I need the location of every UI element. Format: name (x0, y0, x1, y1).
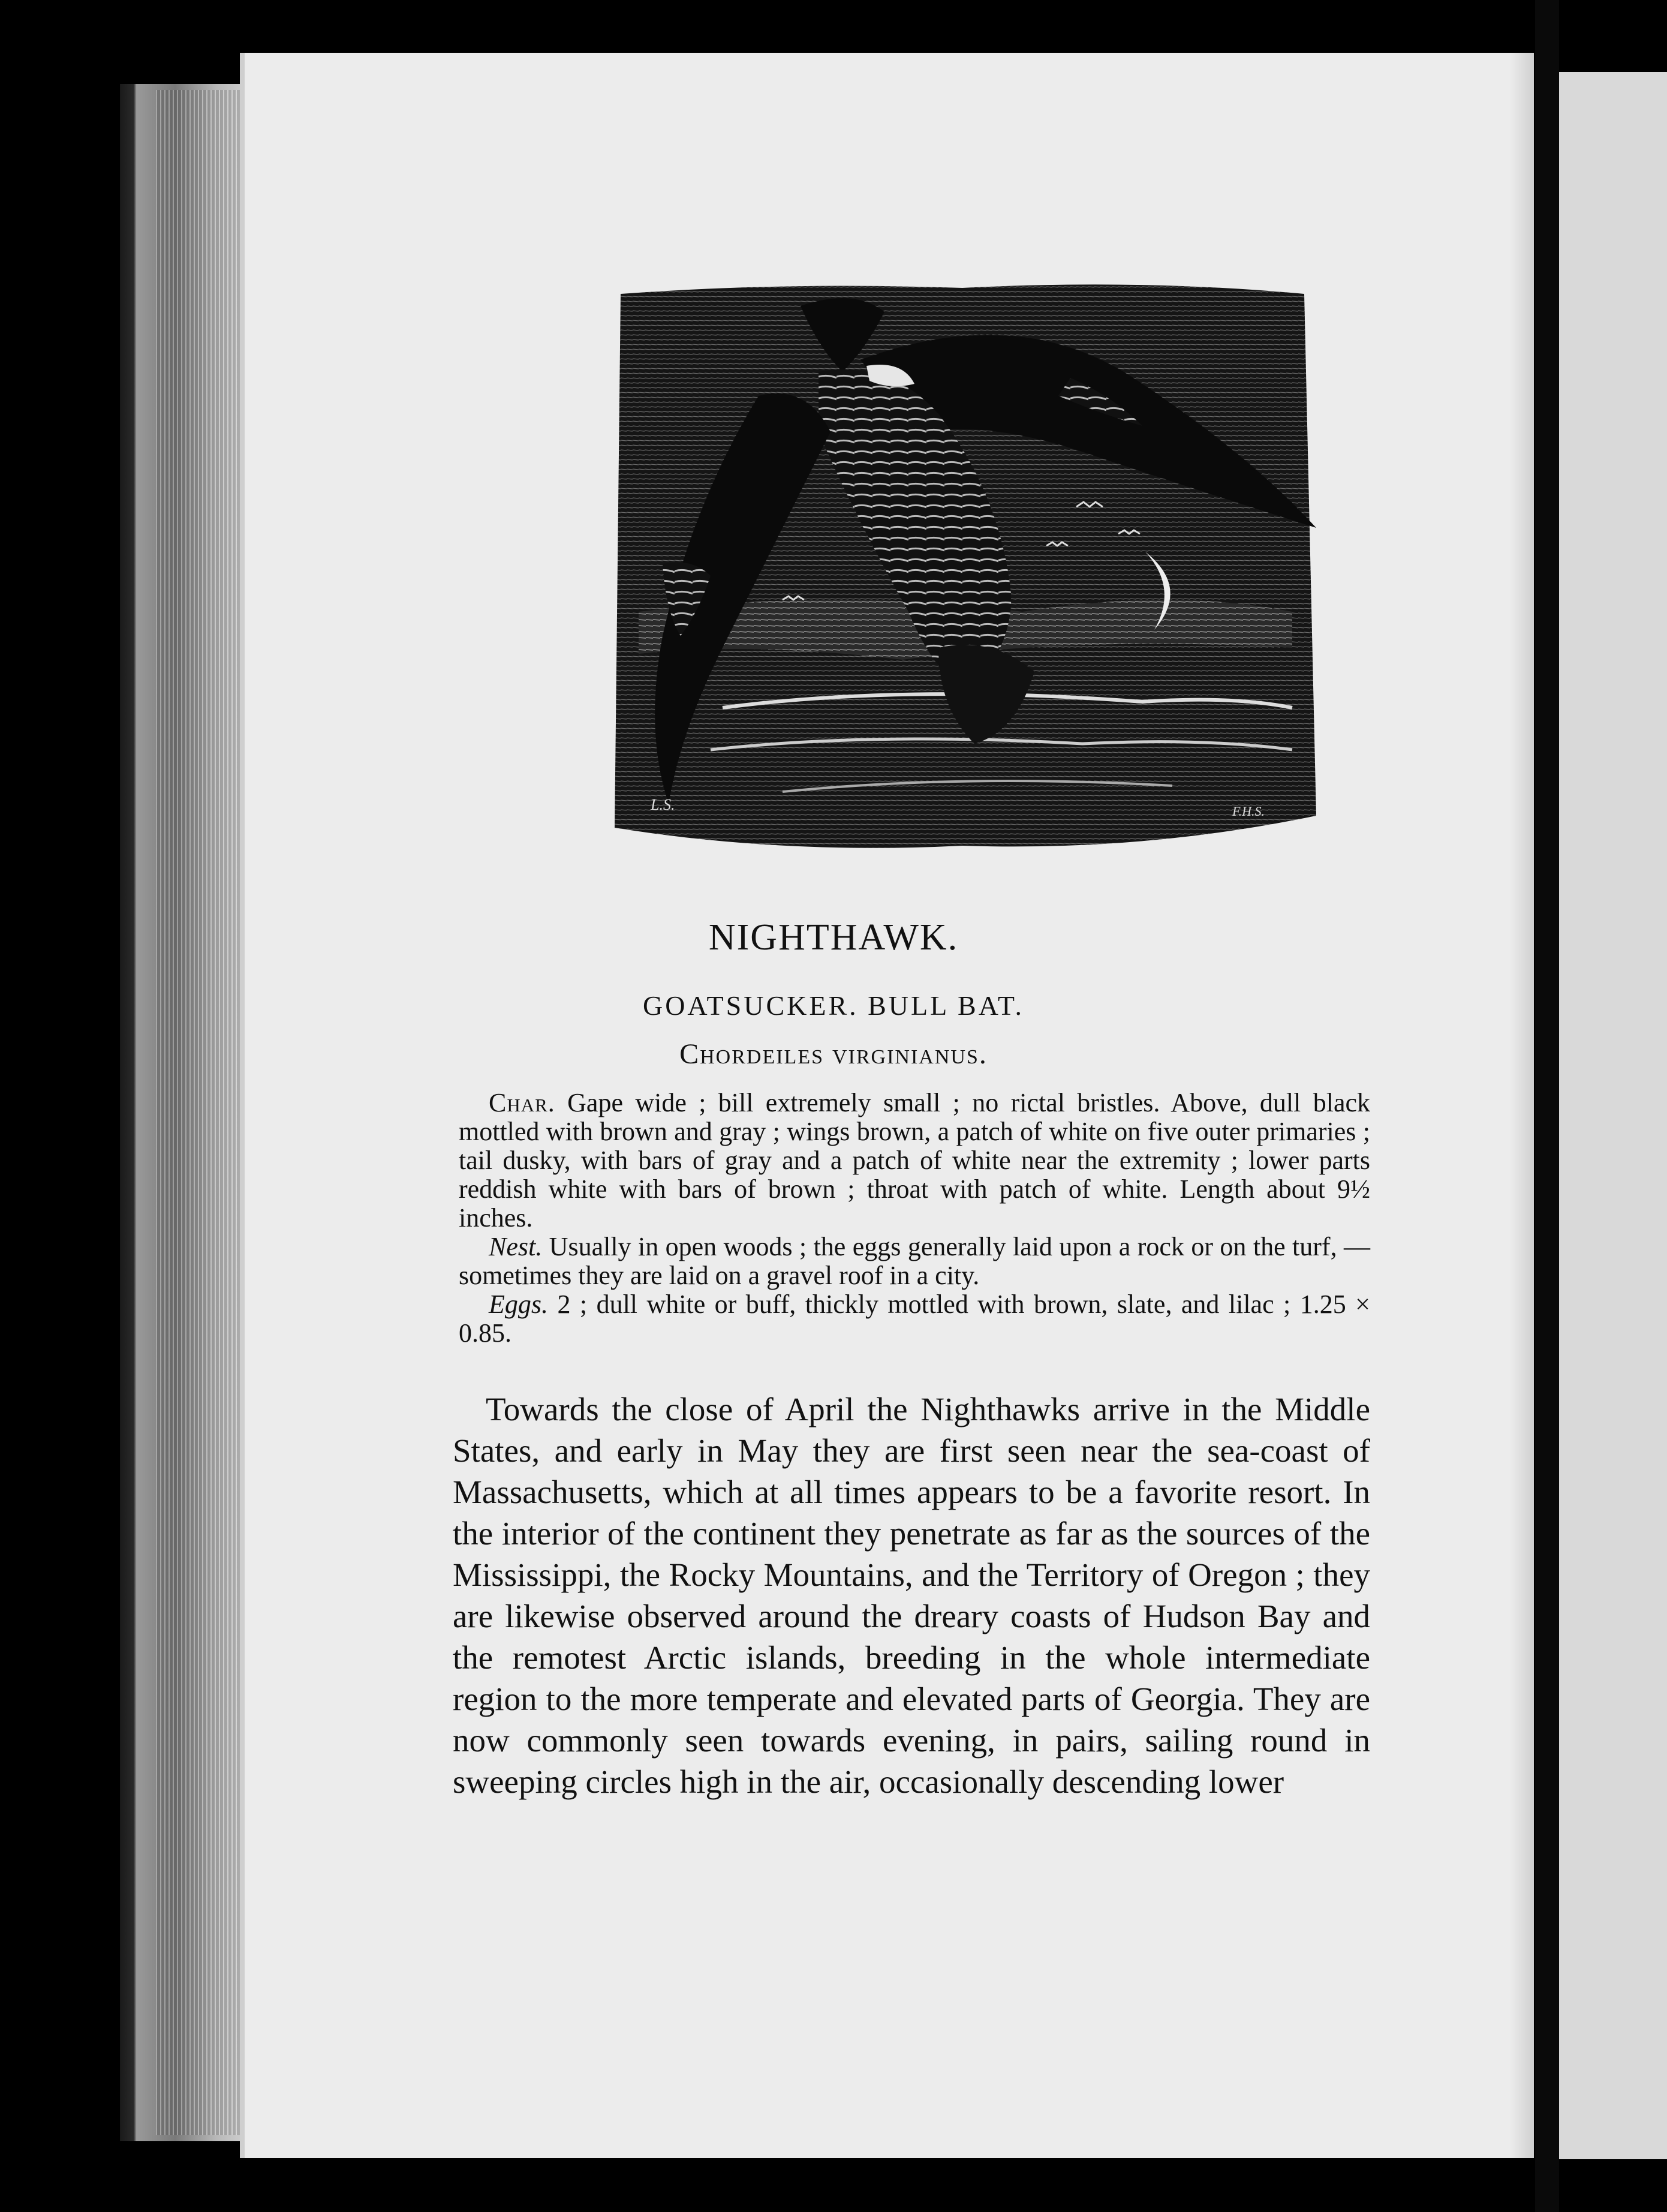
species-description (459, 1089, 1370, 1348)
common-names: GOATSUCKER. BULL BAT. (642, 990, 1025, 1021)
body-paragraph: Towards the close of April the Nighthawks arrive in the Middle States, and early in May they are first seen near the sea-coast of Massachusetts, which at all times appears to be a favorite resort. In the interior of the continent they penetrate as far as the sources of the Mississippi, the Rocky Mountains, and the Territory of Oregon ; they are likewise observed around the dreary coasts of Hudson Bay and the remotest Arctic islands, breeding in the whole intermediate region to the more temperate and elevated parts of Georgia. They are now commonly seen towards evening, in pairs, sailing round in sweeping circles high in the air, occasionally descending lower (453, 1391, 1370, 1800)
engraver-signature-right: F.H.S. (1232, 804, 1265, 819)
engraver-signature-left: L.S. (651, 796, 675, 813)
page-shadow (1510, 53, 1534, 2158)
page-title: NIGHTHAWK. (708, 917, 959, 958)
body-text (453, 1388, 1370, 1802)
eggs-text: 2 ; dull white or buff, thickly mottled with brown, slate, and lilac ; 1.25 × 0.85. (459, 1290, 1370, 1348)
nest-text: Usually in open woods ; the eggs generally laid upon a rock or on the turf, — sometimes they are laid on a gravel roof in a city. (459, 1232, 1370, 1290)
nest-label: Nest. (489, 1232, 543, 1261)
eggs-label: Eggs. (489, 1290, 548, 1319)
scientific-name: Chordeiles virginianus. (679, 1038, 988, 1070)
eggs-paragraph (459, 1290, 1370, 1348)
char-label: Char. (489, 1088, 555, 1117)
book-gutter (1535, 0, 1559, 2212)
nighthawk-engraving (603, 276, 1322, 870)
facing-page-edge (1558, 72, 1667, 2159)
nest-paragraph (459, 1233, 1370, 1290)
book-page-edge-lines (156, 90, 246, 2135)
nighthawk-engraving-svg (603, 276, 1322, 870)
char-text: Gape wide ; bill extremely small ; no rictal bristles. Above, dull black mottled with brown and gray ; wings brown, a patch of white on five outer primaries ; tail dusky, with bars of gray and a patch of white near the extremity ; lower parts reddish white with bars of brown ; throat with patch of white. Length about 9½ inches. (459, 1088, 1371, 1233)
characteristics-paragraph (459, 1089, 1370, 1233)
